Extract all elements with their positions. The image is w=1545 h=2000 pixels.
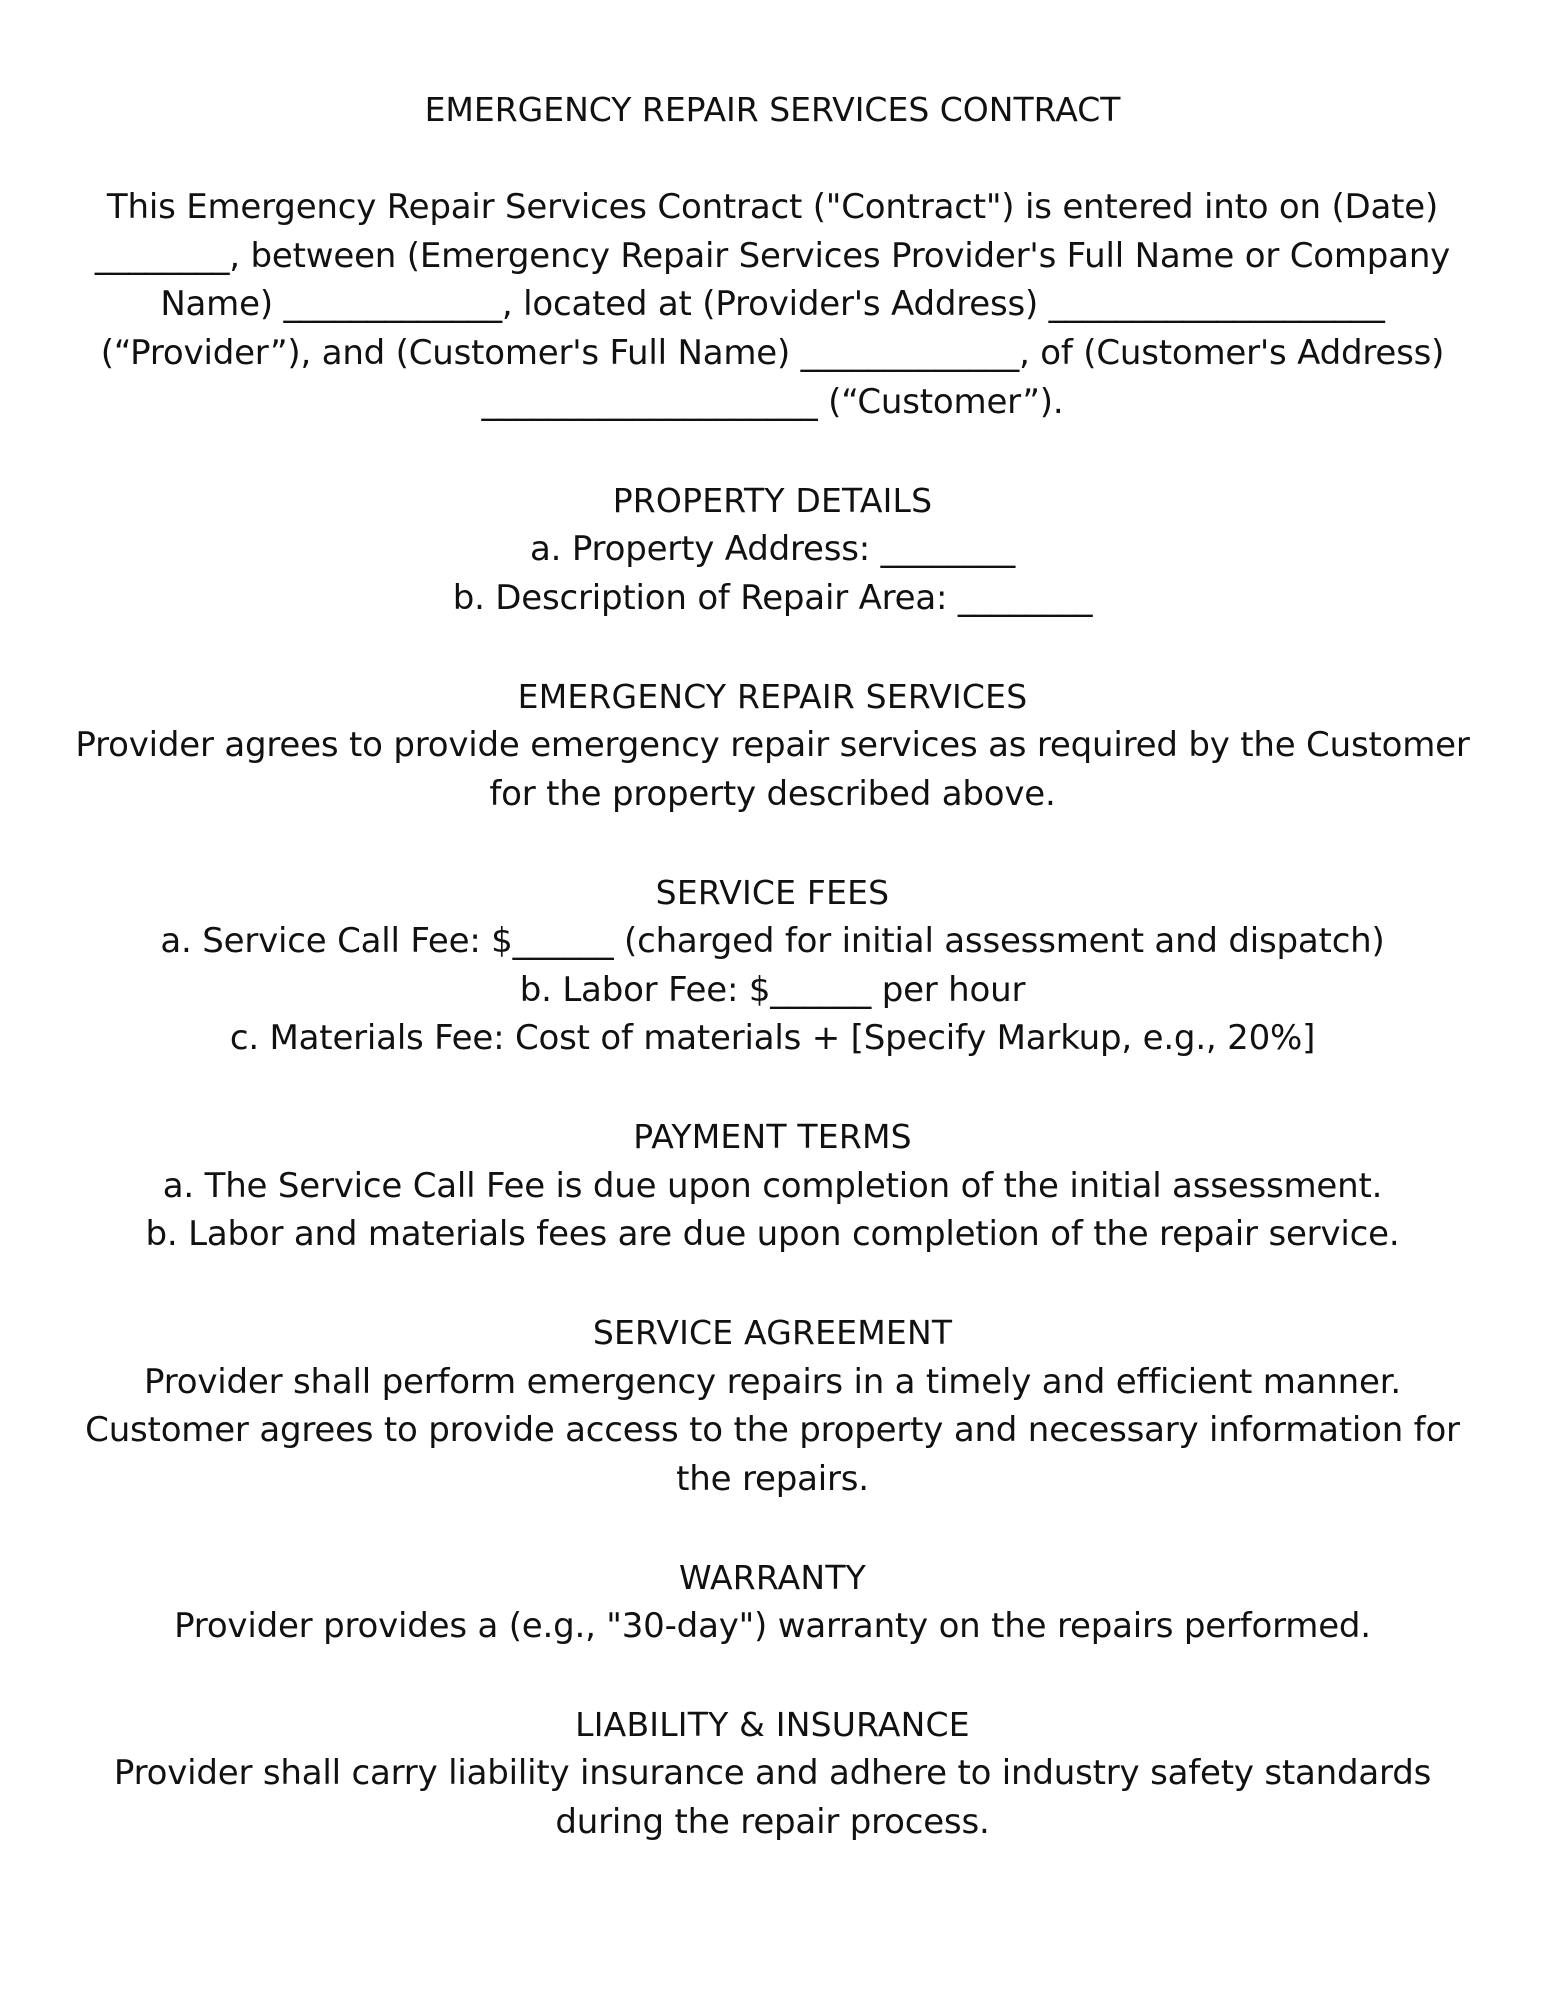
service-fees-heading: SERVICE FEES [655, 873, 890, 912]
intro-line-5: ____________________ (“Customer”). [481, 382, 1064, 422]
service-agreement-line-3: the repairs. [676, 1459, 869, 1499]
materials-fee-line: c. Materials Fee: Cost of materials + [Specify Markup, e.g., 20%] [229, 1018, 1316, 1058]
emergency-repair-services-heading: EMERGENCY REPAIR SERVICES [517, 677, 1028, 716]
liability-insurance-heading: LIABILITY & INSURANCE [575, 1705, 970, 1744]
service-agreement-line-2: Customer agrees to provide access to the property and necessary information for [85, 1410, 1460, 1450]
emergency-repair-services-line-1: Provider agrees to provide emergency repair services as required by the Customer [75, 725, 1470, 765]
document-title: EMERGENCY REPAIR SERVICES CONTRACT [424, 90, 1121, 129]
warranty-line: Provider provides a (e.g., "30-day") warranty on the repairs performed. [174, 1606, 1371, 1646]
property-address-line: a. Property Address: ________ [530, 529, 1015, 569]
payment-terms-line-2: b. Labor and materials fees are due upon completion of the repair service. [145, 1214, 1400, 1254]
emergency-repair-services-line-2: for the property described above. [489, 774, 1056, 814]
intro-line-4: (“Provider”), and (Customer's Full Name) _____________, of (Customer's Address) [100, 333, 1445, 373]
liability-insurance-line-2: during the repair process. [555, 1802, 990, 1842]
warranty-heading: WARRANTY [678, 1558, 867, 1597]
service-agreement-line-1: Provider shall perform emergency repairs in a timely and efficient manner. [144, 1362, 1401, 1402]
labor-fee-line: b. Labor Fee: $______ per hour [519, 970, 1026, 1010]
property-details-heading: PROPERTY DETAILS [612, 481, 933, 520]
liability-insurance-line-1: Provider shall carry liability insurance and adhere to industry safety standards [113, 1753, 1432, 1793]
service-call-fee-line: a. Service Call Fee: $______ (charged for initial assessment and dispatch) [160, 921, 1385, 961]
repair-area-line: b. Description of Repair Area: ________ [452, 578, 1093, 618]
intro-line-2: ________, between (Emergency Repair Services Provider's Full Name or Company [94, 236, 1451, 276]
intro-line-3: Name) _____________, located at (Provider's Address) ____________________ [160, 284, 1385, 324]
payment-terms-line-1: a. The Service Call Fee is due upon completion of the initial assessment. [162, 1166, 1383, 1206]
service-agreement-heading: SERVICE AGREEMENT [592, 1313, 953, 1352]
payment-terms-heading: PAYMENT TERMS [633, 1117, 912, 1156]
intro-line-1: This Emergency Repair Services Contract ("Contract") is entered into on (Date) [106, 187, 1439, 227]
